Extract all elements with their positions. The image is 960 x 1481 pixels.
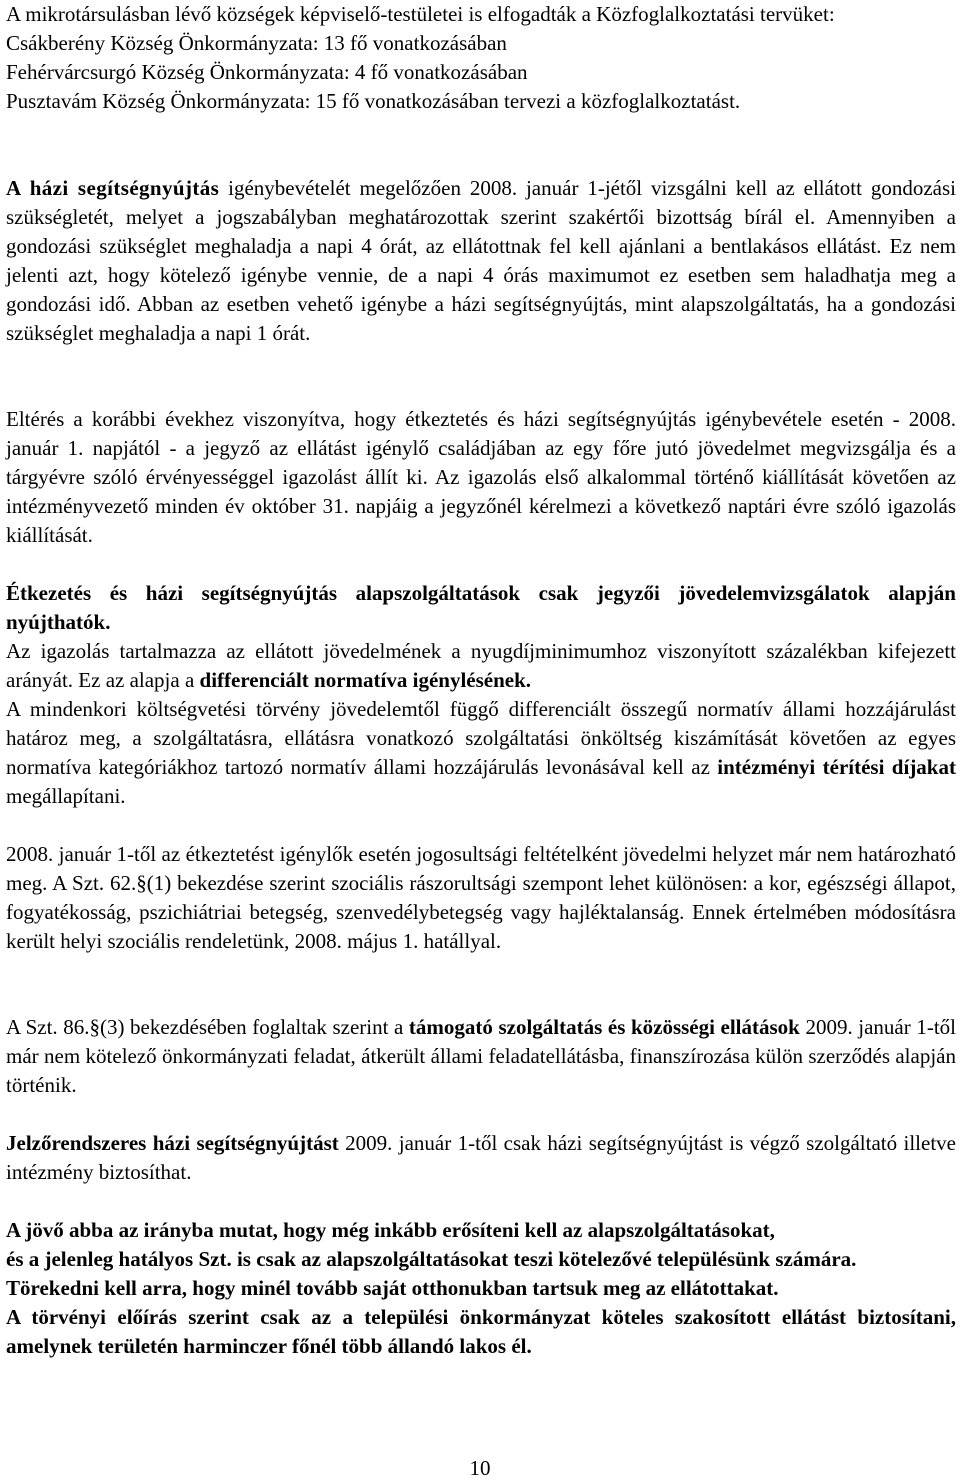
paragraph-text: igénybevételét megelőzően 2008. január 1-jétől vizsgálni kell az ellátott gondozási szükségletét, melyet a jogszabályban meghatározottak szerint szakértői bizottság bírál el. Amennyiben a gondozási szükséglet meghaladja a napi 4 órát, az ellátottnak fel kell ajánlani a bentlakásos ellátást. Ez nem jelenti azt, hogy kötelező igénybe vennie, de a napi 4 órás maximumot ez esetben sem haladhatja meg a gondozási idő. Abban az esetben vehető igénybe a házi segítségnyújtás, mint alapszolgáltatás, ha a gondozási szükséglet meghaladja a napi 1 órát.: [6, 176, 957, 345]
paragraph-hazi-segitsegnyujtas: [6, 174, 956, 348]
paragraph-szt86: [6, 1013, 956, 1100]
paragraph-text: A mindenkori költségvetési törvény jövedelemtől függő differenciált összegű normatív állami hozzájárulást határoz meg, a szolgáltatásra, ellátásra vonatkozó szolgáltatási önköltség kiszámítását követően az egyes normatíva kategóriákhoz tartozó normatív állami hozzájárulás levonásával kell az: [6, 697, 956, 779]
paragraph-text: Az igazolás tartalmazza az ellátott jövedelmének a nyugdíjminimumhoz viszonyított százalékban kifejezett arányát. Ez az alapja a: [6, 639, 956, 692]
paragraph-jelzorendszer: [6, 1129, 956, 1187]
bold-term: támogató szolgáltatás és közösségi ellátások: [408, 1015, 800, 1039]
conclusion-line: és a jelenleg hatályos Szt. is csak az alapszolgáltatásokat teszi kötelezővé településünk számára.: [6, 1247, 857, 1271]
paragraph-2008: [6, 840, 956, 956]
bold-term: intézményi térítési díjakat: [717, 755, 956, 779]
paragraph-text: 2009. január 1-től már nem kötelező önkormányzati feladat, átkerült állami feladatellátásba, finanszírozása külön szerződés alapján történik.: [6, 1015, 956, 1097]
paragraph-text: Eltérés a korábbi évekhez viszonyítva, hogy étkeztetés és házi segítségnyújtás igénybevétele esetén - 2008. január 1. napjától - a jegyző az ellátást igénylő családjában az egy főre jutó jövedelmet megvizsgálja és a tárgyévre szóló érvényességgel igazolást állít ki. Az igazolás első alkalommal történő kiállítását követően az intézményvezető minden év október 31. napjáig a jegyzőnél kérelmezi a következő naptári évre szóló igazolás kiállítását.: [6, 407, 956, 547]
paragraph-text: 2008. január 1-től az étkeztetést igénylők esetén jogosultsági feltételként jövedelmi helyzet már nem határozható meg. A Szt. 62.§(1) bekezdése szerint szociális rászorultsági szempont lehet különösen: a kor, egészségi állapot, fogyatékosság, pszichiátriai betegség, szenvedélybetegség vagy hajléktalanság. Ennek értelmében módosításra került helyi szociális rendeletünk, 2008. május 1. hatállyal.: [6, 842, 956, 953]
intro-line: A mikrotársulásban lévő községek képviselő-testületei is elfogadták a Közfoglalkoztatási tervüket:: [6, 2, 835, 26]
paragraph-heading: Étkezetés és házi segítségnyújtás alapszolgáltatások csak jegyzői jövedelemvizsgálatok alapján nyújthatók.: [6, 581, 956, 634]
paragraph-conclusion: [6, 1216, 956, 1361]
paragraph-text: megállapítani.: [6, 784, 126, 808]
page-number: 10: [469, 1456, 491, 1480]
paragraph-etkezes: [6, 579, 956, 811]
bold-term: A házi segítségnyújtás: [6, 176, 220, 200]
intro-line: Fehérvárcsurgó Község Önkormányzata: 4 fő vonatkozásában: [6, 60, 528, 84]
bold-term: Jelzőrendszeres házi segítségnyújtást: [6, 1131, 339, 1155]
intro-line: Csákberény Község Önkormányzata: 13 fő vonatkozásában: [6, 31, 507, 55]
intro-line: Pusztavám Község Önkormányzata: 15 fő vonatkozásában tervezi a közfoglalkoztatást.: [6, 89, 741, 113]
conclusion-line: A jövő abba az irányba mutat, hogy még inkább erősíteni kell az alapszolgáltatásokat,: [6, 1218, 775, 1242]
paragraph-text: A Szt. 86.§(3) bekezdésében foglaltak szerint a: [6, 1015, 409, 1039]
paragraph-text: 2009. január 1-től csak házi segítségnyújtást is végző szolgáltató illetve intézmény biztosíthat.: [6, 1131, 956, 1184]
conclusion-line: Törekedni kell arra, hogy minél tovább saját otthonukban tartsuk meg az ellátottakat.: [6, 1276, 779, 1300]
paragraph-elteres: [6, 405, 956, 550]
conclusion-line: A törvényi előírás szerint csak az a települési önkormányzat köteles szakosított ellátást biztosítani, amelynek területén harminczer főnél több állandó lakos él.: [6, 1305, 956, 1358]
intro-block: [6, 0, 956, 116]
bold-term: differenciált normatíva igénylésének.: [199, 668, 532, 692]
